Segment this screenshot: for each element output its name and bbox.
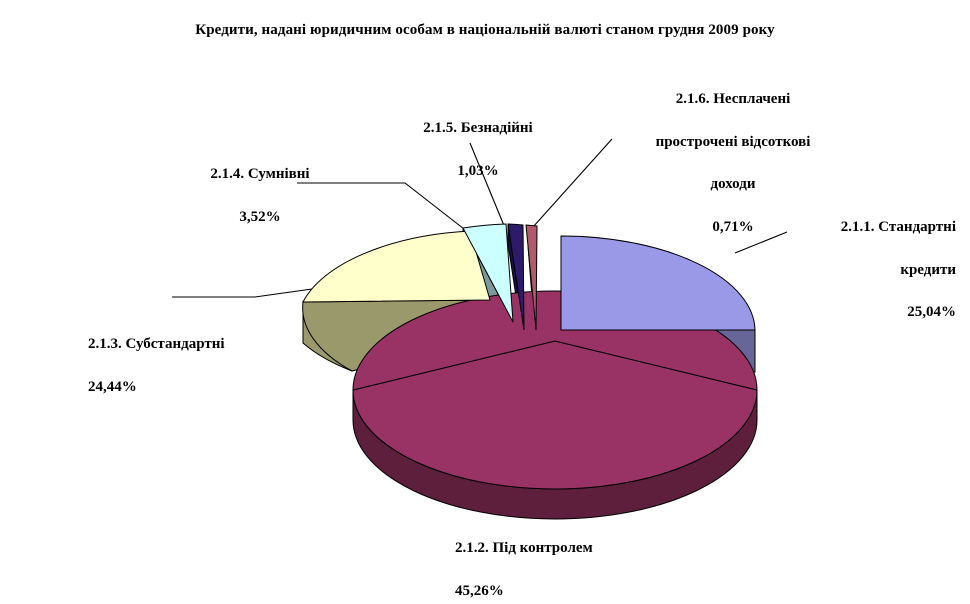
data-label-substandard-name: 2.1.3. Субстандартні xyxy=(88,336,225,353)
data-label-hopeless-name: 2.1.5. Безнадійні xyxy=(423,120,533,137)
data-label-standard-name2: кредити xyxy=(900,261,956,278)
data-label-hopeless xyxy=(388,97,568,203)
data-label-unpaid-name: 2.1.6. Несплачені xyxy=(675,91,791,108)
data-label-control-pct: 45,26% xyxy=(455,582,504,599)
data-label-doubtful xyxy=(170,143,350,249)
data-label-unpaid xyxy=(608,68,858,260)
data-label-substandard xyxy=(88,313,308,419)
data-label-unpaid-pct: 0,71% xyxy=(712,219,754,236)
data-label-unpaid-name2: прострочені відсоткові xyxy=(655,133,811,150)
leader-line-substandard xyxy=(172,289,312,297)
chart-title: Кредити, надані юридичним особам в національній валюті станом грудня 2009 року xyxy=(195,22,775,38)
data-label-standard-pct: 25,04% xyxy=(907,304,956,321)
data-label-unpaid-name3: доходи xyxy=(710,176,756,193)
data-label-doubtful-pct: 3,52% xyxy=(239,208,281,225)
data-label-control xyxy=(455,517,755,604)
data-label-control-name: 2.1.2. Під контролем xyxy=(455,540,593,557)
data-label-hopeless-pct: 1,03% xyxy=(457,162,499,179)
data-label-standard-name: 2.1.1. Стандартні xyxy=(840,219,956,236)
data-label-substandard-pct: 24,44% xyxy=(88,378,137,395)
data-label-doubtful-name: 2.1.4. Сумнівні xyxy=(210,166,310,183)
